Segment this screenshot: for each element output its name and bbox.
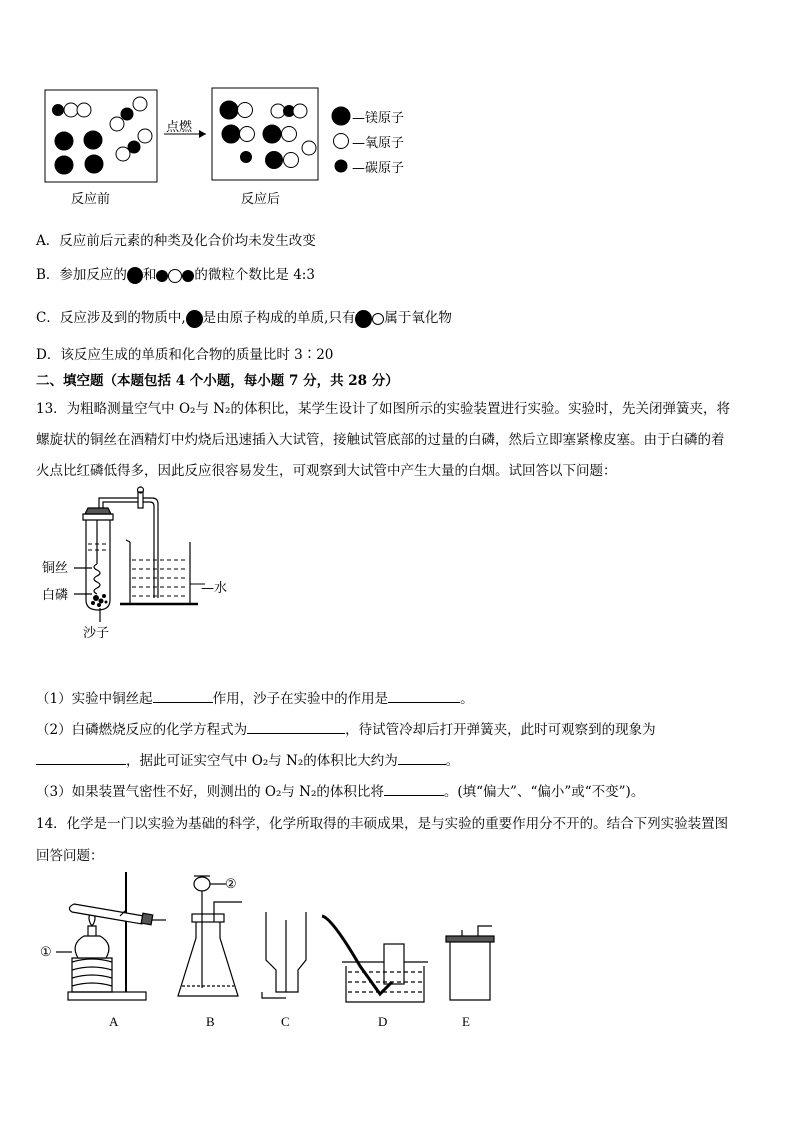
c-atom (53, 105, 64, 116)
mg-atom (263, 125, 281, 143)
q14-line2: 回答问题： (36, 848, 104, 864)
option-c-pre: C．反应涉及到的物质中, (36, 310, 186, 326)
o-atom (133, 97, 147, 111)
o-atom-icon (372, 313, 384, 325)
apparatus-a-label: A (109, 1014, 119, 1029)
option-b-post: 的微粒个数比是 4:3 (194, 267, 315, 283)
q13-sub3 (36, 780, 644, 800)
q13-sub2-text: 。 (445, 753, 460, 769)
q13-line1: 13．为粗略测量空气中 O₂与 N₂的体积比，某学生设计了如图所示的实验装置进行实验。实验时，先关闭弹簧夹，将 (36, 401, 730, 417)
mg-atom-icon (127, 267, 143, 284)
q13-sub1-text: 。 (460, 691, 474, 707)
q13-apparatus (0, 480, 794, 680)
legend-c-icon (335, 160, 347, 172)
c-atom (241, 152, 252, 163)
apparatus-e-label: E (462, 1014, 470, 1029)
answer-blank[interactable] (36, 750, 126, 765)
apparatus-b-label: B (206, 1014, 215, 1029)
arrow-label: 点燃 (166, 120, 193, 135)
q13-line3: 火点比红磷低得多，因此反应很容易发生，可观察到大试管中产生大量的白烟。试回答以下问题： (36, 463, 617, 479)
option-c-mid: 是由原子构成的单质,只有 (202, 310, 356, 326)
c-atom-icon (182, 270, 194, 282)
o-atom (240, 127, 255, 142)
mg-atom (222, 125, 240, 143)
o-atom (116, 147, 130, 161)
q13-sub1-text: 作用，沙子在实验中的作用是 (212, 691, 389, 707)
apparatus-d-label: D (378, 1014, 388, 1029)
q13-sub2-text: （2）白磷燃烧反应的化学方程式为 (36, 722, 248, 738)
label-sand: 沙子 (83, 626, 110, 641)
legend-o: —氧原子 (352, 136, 405, 151)
o-atom (238, 103, 253, 118)
q13-sub2-text: ，待试管冷却后打开弹簧夹，此时可观察到的现象为 (345, 722, 656, 738)
o-atom-icon (168, 269, 182, 283)
before-caption: 反应前 (71, 192, 111, 207)
option-a: A．反应前后元素的种类及化合价均未发生改变 (36, 233, 316, 249)
option-c-post: 属于氧化物 (384, 310, 452, 326)
option-b-pre: B．参加反应的 (36, 267, 127, 283)
q14-line1: 14．化学是一门以实验为基础的科学，化学所取得的丰硕成果，是与实验的重要作用分不开的。结合下列实验装置图 (36, 816, 729, 832)
c-atom (121, 108, 133, 120)
legend-c: —碳原子 (352, 161, 405, 176)
o-atom (138, 129, 152, 143)
q13-sub1-text: （1）实验中铜丝起 (36, 691, 153, 707)
option-c (36, 306, 452, 328)
mg-atom (85, 155, 103, 173)
mg-atom (266, 152, 283, 169)
o-atom (271, 104, 285, 118)
o-atom (77, 103, 91, 117)
o-atom (302, 141, 316, 155)
answer-blank[interactable] (247, 719, 345, 734)
label-circled-2: ② (225, 876, 237, 891)
q13-sub2-text: ，据此可证实空气中 O₂与 N₂的体积比大约为 (126, 753, 398, 769)
section-title: 二、填空题（本题包括 4 个小题，每小题 7 分，共 28 分） (36, 373, 399, 389)
q14-apparatus (0, 866, 794, 1036)
q13-sub2 (36, 718, 656, 738)
o-atom (293, 104, 307, 118)
after-caption: 反应后 (241, 192, 281, 207)
o-atom (282, 127, 297, 142)
q13-sub3-text: （3）如果装置气密性不好，则测出的 O₂与 N₂的体积比将 (36, 784, 384, 800)
mg-atom-icon (186, 310, 203, 328)
label-copper: 铜丝 (42, 561, 69, 576)
mg-atom-icon (355, 310, 372, 328)
apparatus-c-label: C (281, 1014, 290, 1029)
answer-blank[interactable] (398, 750, 446, 765)
label-water: —水 (201, 581, 228, 596)
mg-atom (220, 101, 238, 119)
q13-sub2-cont (36, 749, 459, 769)
answer-blank[interactable] (388, 688, 460, 703)
mg-atom (55, 132, 73, 150)
o-atom (284, 153, 299, 168)
option-d: D．该反应生成的单质和化合物的质量比时 3∶20 (36, 347, 334, 363)
mg-atom (84, 131, 102, 149)
option-b-mid: 和 (142, 267, 157, 283)
label-circled-1: ① (40, 944, 52, 959)
legend-mg-icon (332, 107, 350, 125)
o-atom (110, 117, 124, 131)
o-atom (64, 103, 78, 117)
q13-sub3-text: 。(填“偏大”、“偏小”或“不变”)。 (443, 784, 645, 800)
label-phosphorus: 白磷 (42, 588, 69, 603)
q13-sub1 (36, 687, 474, 707)
mg-atom (55, 156, 73, 174)
c-atom-icon (156, 270, 168, 282)
legend-o-icon (334, 134, 349, 149)
legend-mg: —镁原子 (352, 111, 405, 126)
answer-blank[interactable] (153, 688, 213, 703)
answer-blank[interactable] (384, 781, 444, 796)
option-b (36, 263, 315, 284)
q13-line2: 螺旋状的铜丝在酒精灯中灼烧后迅速插入大试管，接触试管底部的过量的白磷，然后立即塞紧橡皮塞。由于白磷的着 (36, 432, 725, 448)
